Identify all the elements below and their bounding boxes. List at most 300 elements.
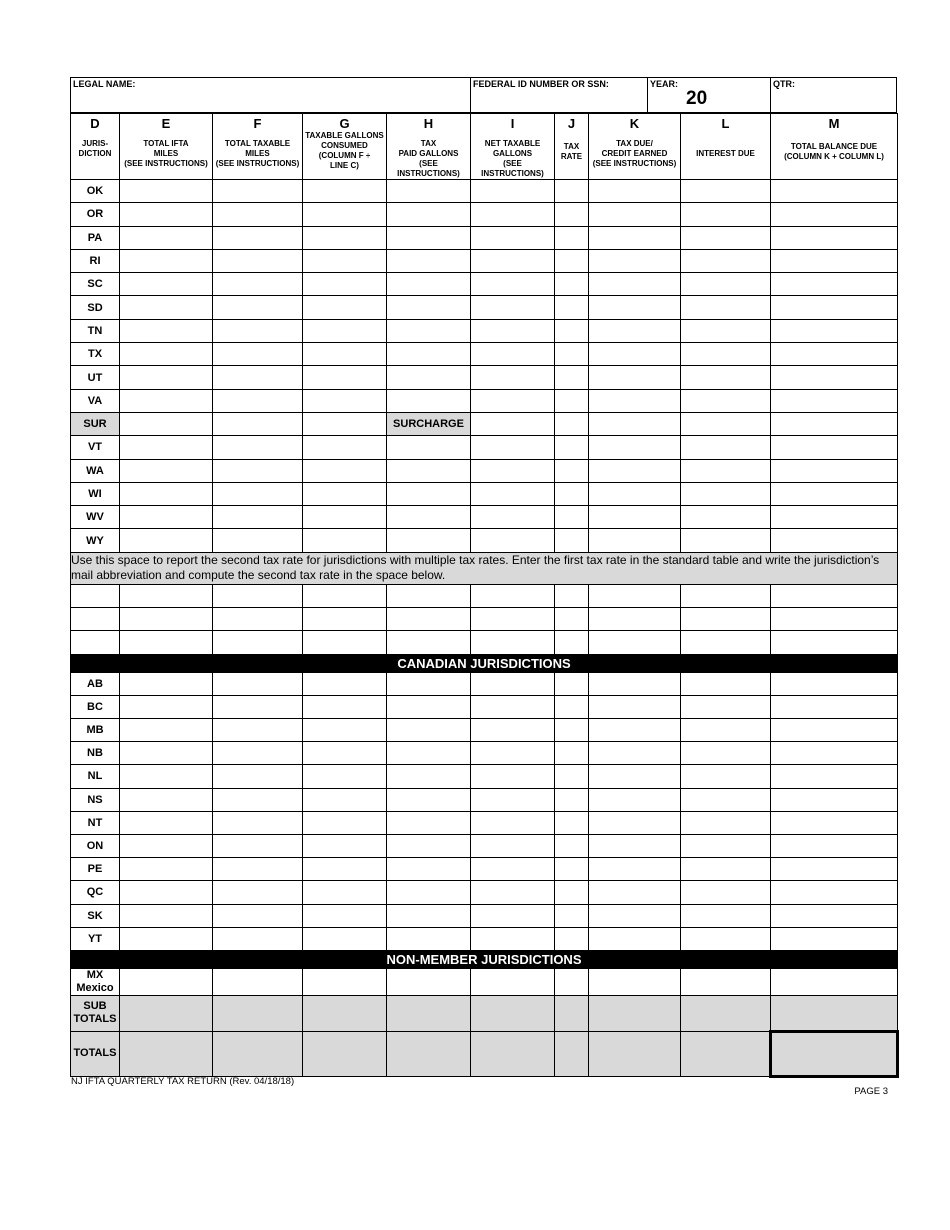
entry-cell[interactable] bbox=[555, 366, 589, 389]
entry-cell[interactable] bbox=[555, 436, 589, 459]
entry-cell[interactable] bbox=[303, 904, 387, 927]
entry-cell[interactable] bbox=[771, 436, 898, 459]
entry-cell[interactable] bbox=[589, 459, 681, 482]
entry-cell[interactable] bbox=[471, 811, 555, 834]
entry-cell[interactable] bbox=[387, 529, 471, 552]
entry-cell[interactable] bbox=[681, 1031, 771, 1076]
entry-cell[interactable] bbox=[589, 742, 681, 765]
entry-cell[interactable] bbox=[771, 719, 898, 742]
entry-cell[interactable] bbox=[120, 742, 213, 765]
entry-cell[interactable] bbox=[589, 389, 681, 412]
entry-cell[interactable] bbox=[387, 296, 471, 319]
entry-cell[interactable] bbox=[213, 927, 303, 950]
entry-cell[interactable] bbox=[555, 389, 589, 412]
entry-cell[interactable] bbox=[681, 765, 771, 788]
entry-cell[interactable] bbox=[303, 249, 387, 272]
entry-cell[interactable] bbox=[771, 742, 898, 765]
entry-cell[interactable] bbox=[555, 765, 589, 788]
entry-cell[interactable] bbox=[471, 765, 555, 788]
entry-cell[interactable] bbox=[213, 904, 303, 927]
entry-cell[interactable] bbox=[681, 719, 771, 742]
entry-cell[interactable] bbox=[555, 968, 589, 995]
entry-cell[interactable] bbox=[589, 506, 681, 529]
entry-cell[interactable] bbox=[120, 412, 213, 435]
entry-cell[interactable] bbox=[387, 765, 471, 788]
entry-cell[interactable] bbox=[387, 608, 471, 631]
entry-cell[interactable] bbox=[681, 995, 771, 1031]
entry-cell[interactable] bbox=[213, 366, 303, 389]
legal-name-field[interactable] bbox=[71, 78, 471, 113]
entry-cell[interactable] bbox=[555, 834, 589, 857]
entry-cell[interactable] bbox=[681, 834, 771, 857]
entry-cell[interactable] bbox=[213, 506, 303, 529]
entry-cell[interactable] bbox=[213, 296, 303, 319]
entry-cell[interactable] bbox=[681, 695, 771, 718]
entry-cell[interactable] bbox=[120, 203, 213, 226]
entry-cell[interactable] bbox=[681, 631, 771, 654]
entry-cell[interactable] bbox=[771, 459, 898, 482]
entry-cell[interactable] bbox=[471, 389, 555, 412]
entry-cell[interactable] bbox=[771, 881, 898, 904]
entry-cell[interactable] bbox=[555, 273, 589, 296]
entry-cell[interactable] bbox=[471, 788, 555, 811]
entry-cell[interactable] bbox=[589, 529, 681, 552]
entry-cell[interactable] bbox=[771, 584, 898, 607]
entry-cell[interactable] bbox=[555, 995, 589, 1031]
entry-cell[interactable] bbox=[303, 695, 387, 718]
entry-cell[interactable] bbox=[387, 719, 471, 742]
entry-cell[interactable] bbox=[771, 273, 898, 296]
entry-cell[interactable] bbox=[681, 927, 771, 950]
entry-cell[interactable] bbox=[555, 506, 589, 529]
entry-cell[interactable] bbox=[681, 249, 771, 272]
entry-cell[interactable] bbox=[213, 203, 303, 226]
entry-cell[interactable] bbox=[589, 273, 681, 296]
entry-cell[interactable] bbox=[213, 995, 303, 1031]
entry-cell[interactable] bbox=[555, 608, 589, 631]
entry-cell[interactable] bbox=[120, 904, 213, 927]
entry-cell[interactable] bbox=[213, 389, 303, 412]
entry-cell[interactable] bbox=[589, 366, 681, 389]
entry-cell[interactable] bbox=[589, 249, 681, 272]
entry-cell[interactable] bbox=[681, 226, 771, 249]
entry-cell[interactable] bbox=[589, 319, 681, 342]
entry-cell[interactable] bbox=[771, 858, 898, 881]
entry-cell[interactable] bbox=[681, 529, 771, 552]
entry-cell[interactable] bbox=[303, 742, 387, 765]
entry-cell[interactable] bbox=[120, 927, 213, 950]
entry-cell[interactable] bbox=[120, 968, 213, 995]
entry-cell[interactable] bbox=[471, 584, 555, 607]
federal-id-field[interactable] bbox=[471, 78, 648, 113]
entry-cell[interactable] bbox=[771, 672, 898, 695]
entry-cell[interactable] bbox=[471, 608, 555, 631]
entry-cell[interactable] bbox=[471, 1031, 555, 1076]
entry-cell[interactable] bbox=[387, 788, 471, 811]
entry-cell[interactable] bbox=[387, 584, 471, 607]
entry-cell[interactable] bbox=[120, 529, 213, 552]
entry-cell[interactable] bbox=[303, 319, 387, 342]
entry-cell[interactable] bbox=[471, 459, 555, 482]
entry-cell[interactable] bbox=[589, 788, 681, 811]
entry-cell[interactable] bbox=[555, 529, 589, 552]
entry-cell[interactable] bbox=[555, 719, 589, 742]
entry-cell[interactable] bbox=[589, 968, 681, 995]
entry-cell[interactable] bbox=[213, 436, 303, 459]
entry-cell[interactable] bbox=[589, 695, 681, 718]
entry-cell[interactable] bbox=[471, 180, 555, 203]
entry-cell[interactable] bbox=[555, 858, 589, 881]
entry-cell[interactable] bbox=[120, 296, 213, 319]
entry-cell[interactable] bbox=[771, 811, 898, 834]
entry-cell[interactable] bbox=[213, 742, 303, 765]
entry-cell[interactable] bbox=[387, 904, 471, 927]
entry-cell[interactable] bbox=[681, 881, 771, 904]
entry-cell[interactable] bbox=[589, 811, 681, 834]
entry-cell[interactable] bbox=[213, 968, 303, 995]
entry-cell[interactable] bbox=[771, 506, 898, 529]
entry-cell[interactable] bbox=[589, 296, 681, 319]
entry-cell[interactable] bbox=[555, 482, 589, 505]
grand-total-box[interactable] bbox=[771, 1031, 898, 1076]
entry-cell[interactable] bbox=[387, 343, 471, 366]
entry-cell[interactable] bbox=[555, 319, 589, 342]
entry-cell[interactable] bbox=[471, 631, 555, 654]
entry-cell[interactable] bbox=[681, 788, 771, 811]
entry-cell[interactable] bbox=[387, 203, 471, 226]
entry-cell[interactable] bbox=[589, 858, 681, 881]
entry-cell[interactable] bbox=[120, 249, 213, 272]
entry-cell[interactable] bbox=[589, 672, 681, 695]
entry-cell[interactable] bbox=[387, 927, 471, 950]
entry-cell[interactable] bbox=[120, 788, 213, 811]
entry-cell[interactable] bbox=[681, 273, 771, 296]
entry-cell[interactable] bbox=[213, 482, 303, 505]
entry-cell[interactable] bbox=[681, 203, 771, 226]
entry-cell[interactable] bbox=[120, 811, 213, 834]
entry-cell[interactable] bbox=[471, 249, 555, 272]
entry-cell[interactable] bbox=[555, 695, 589, 718]
entry-cell[interactable] bbox=[120, 631, 213, 654]
entry-cell[interactable] bbox=[120, 834, 213, 857]
entry-cell[interactable] bbox=[681, 319, 771, 342]
entry-cell[interactable] bbox=[387, 742, 471, 765]
entry-cell[interactable] bbox=[303, 389, 387, 412]
entry-cell[interactable] bbox=[589, 412, 681, 435]
entry-cell[interactable] bbox=[771, 927, 898, 950]
entry-cell[interactable] bbox=[771, 834, 898, 857]
entry-cell[interactable] bbox=[771, 529, 898, 552]
entry-cell[interactable] bbox=[213, 249, 303, 272]
entry-cell[interactable] bbox=[387, 506, 471, 529]
entry-cell[interactable] bbox=[303, 858, 387, 881]
entry-cell[interactable] bbox=[555, 904, 589, 927]
entry-cell[interactable] bbox=[681, 482, 771, 505]
entry-cell[interactable] bbox=[387, 1031, 471, 1076]
entry-cell[interactable] bbox=[471, 343, 555, 366]
entry-cell[interactable] bbox=[213, 719, 303, 742]
entry-cell[interactable] bbox=[303, 881, 387, 904]
entry-cell[interactable] bbox=[213, 608, 303, 631]
entry-cell[interactable] bbox=[213, 811, 303, 834]
entry-cell[interactable] bbox=[120, 719, 213, 742]
entry-cell[interactable] bbox=[471, 203, 555, 226]
entry-cell[interactable] bbox=[303, 811, 387, 834]
entry-cell[interactable] bbox=[771, 482, 898, 505]
entry-cell[interactable] bbox=[771, 765, 898, 788]
entry-cell[interactable] bbox=[303, 927, 387, 950]
entry-cell[interactable] bbox=[555, 788, 589, 811]
entry-cell[interactable] bbox=[771, 203, 898, 226]
entry-cell[interactable] bbox=[471, 366, 555, 389]
entry-cell[interactable] bbox=[555, 226, 589, 249]
year-field[interactable] bbox=[648, 78, 771, 113]
entry-cell[interactable] bbox=[120, 319, 213, 342]
entry-cell[interactable] bbox=[387, 881, 471, 904]
entry-cell[interactable] bbox=[471, 742, 555, 765]
entry-cell[interactable] bbox=[681, 608, 771, 631]
entry-cell[interactable] bbox=[120, 608, 213, 631]
entry-cell[interactable] bbox=[120, 436, 213, 459]
entry-cell[interactable] bbox=[555, 742, 589, 765]
entry-cell[interactable] bbox=[681, 366, 771, 389]
entry-cell[interactable] bbox=[303, 343, 387, 366]
entry-cell[interactable] bbox=[471, 881, 555, 904]
entry-cell[interactable] bbox=[555, 249, 589, 272]
entry-cell[interactable] bbox=[213, 672, 303, 695]
entry-cell[interactable] bbox=[213, 695, 303, 718]
entry-cell[interactable] bbox=[771, 296, 898, 319]
entry-cell[interactable] bbox=[771, 695, 898, 718]
entry-cell[interactable] bbox=[303, 412, 387, 435]
entry-cell[interactable] bbox=[471, 719, 555, 742]
entry-cell[interactable] bbox=[303, 834, 387, 857]
entry-cell[interactable] bbox=[555, 412, 589, 435]
entry-cell[interactable] bbox=[681, 506, 771, 529]
entry-cell[interactable] bbox=[589, 180, 681, 203]
entry-cell[interactable] bbox=[471, 672, 555, 695]
entry-cell[interactable] bbox=[771, 226, 898, 249]
entry-cell[interactable] bbox=[303, 180, 387, 203]
entry-cell[interactable] bbox=[555, 296, 589, 319]
entry-cell[interactable] bbox=[213, 529, 303, 552]
entry-cell[interactable] bbox=[555, 584, 589, 607]
entry-cell[interactable] bbox=[471, 436, 555, 459]
entry-cell[interactable] bbox=[120, 858, 213, 881]
entry-cell[interactable] bbox=[589, 631, 681, 654]
entry-cell[interactable] bbox=[387, 389, 471, 412]
entry-cell[interactable] bbox=[213, 459, 303, 482]
entry-cell[interactable] bbox=[71, 608, 120, 631]
entry-cell[interactable] bbox=[681, 296, 771, 319]
entry-cell[interactable] bbox=[681, 811, 771, 834]
entry-cell[interactable] bbox=[213, 226, 303, 249]
entry-cell[interactable] bbox=[771, 968, 898, 995]
entry-cell[interactable] bbox=[589, 436, 681, 459]
entry-cell[interactable] bbox=[771, 995, 898, 1031]
entry-cell[interactable] bbox=[681, 968, 771, 995]
entry-cell[interactable] bbox=[589, 881, 681, 904]
entry-cell[interactable] bbox=[589, 1031, 681, 1076]
entry-cell[interactable] bbox=[555, 672, 589, 695]
entry-cell[interactable] bbox=[589, 765, 681, 788]
entry-cell[interactable] bbox=[71, 584, 120, 607]
entry-cell[interactable] bbox=[303, 608, 387, 631]
entry-cell[interactable] bbox=[387, 319, 471, 342]
entry-cell[interactable] bbox=[771, 249, 898, 272]
entry-cell[interactable] bbox=[213, 858, 303, 881]
entry-cell[interactable] bbox=[681, 672, 771, 695]
entry-cell[interactable] bbox=[120, 459, 213, 482]
entry-cell[interactable] bbox=[303, 788, 387, 811]
entry-cell[interactable] bbox=[681, 412, 771, 435]
entry-cell[interactable] bbox=[213, 765, 303, 788]
entry-cell[interactable] bbox=[120, 226, 213, 249]
entry-cell[interactable] bbox=[120, 482, 213, 505]
entry-cell[interactable] bbox=[120, 584, 213, 607]
entry-cell[interactable] bbox=[681, 436, 771, 459]
entry-cell[interactable] bbox=[387, 436, 471, 459]
entry-cell[interactable] bbox=[213, 343, 303, 366]
entry-cell[interactable] bbox=[303, 631, 387, 654]
entry-cell[interactable] bbox=[387, 226, 471, 249]
entry-cell[interactable] bbox=[120, 389, 213, 412]
entry-cell[interactable] bbox=[471, 834, 555, 857]
entry-cell[interactable] bbox=[471, 226, 555, 249]
entry-cell[interactable] bbox=[303, 995, 387, 1031]
entry-cell[interactable] bbox=[120, 180, 213, 203]
entry-cell[interactable] bbox=[589, 995, 681, 1031]
entry-cell[interactable] bbox=[387, 695, 471, 718]
entry-cell[interactable] bbox=[471, 296, 555, 319]
entry-cell[interactable] bbox=[120, 672, 213, 695]
entry-cell[interactable] bbox=[555, 631, 589, 654]
entry-cell[interactable] bbox=[213, 1031, 303, 1076]
entry-cell[interactable] bbox=[303, 1031, 387, 1076]
entry-cell[interactable] bbox=[303, 459, 387, 482]
entry-cell[interactable] bbox=[213, 788, 303, 811]
entry-cell[interactable] bbox=[213, 584, 303, 607]
entry-cell[interactable] bbox=[303, 226, 387, 249]
entry-cell[interactable] bbox=[771, 389, 898, 412]
entry-cell[interactable] bbox=[120, 881, 213, 904]
entry-cell[interactable] bbox=[387, 968, 471, 995]
entry-cell[interactable] bbox=[555, 459, 589, 482]
entry-cell[interactable] bbox=[120, 506, 213, 529]
entry-cell[interactable] bbox=[681, 389, 771, 412]
entry-cell[interactable] bbox=[589, 834, 681, 857]
entry-cell[interactable] bbox=[213, 319, 303, 342]
entry-cell[interactable] bbox=[303, 529, 387, 552]
entry-cell[interactable] bbox=[303, 672, 387, 695]
entry-cell[interactable] bbox=[555, 180, 589, 203]
entry-cell[interactable] bbox=[303, 366, 387, 389]
entry-cell[interactable] bbox=[589, 608, 681, 631]
entry-cell[interactable] bbox=[120, 695, 213, 718]
entry-cell[interactable] bbox=[471, 968, 555, 995]
entry-cell[interactable] bbox=[471, 412, 555, 435]
entry-cell[interactable] bbox=[589, 343, 681, 366]
entry-cell[interactable] bbox=[387, 858, 471, 881]
entry-cell[interactable] bbox=[771, 180, 898, 203]
entry-cell[interactable] bbox=[471, 529, 555, 552]
entry-cell[interactable] bbox=[303, 203, 387, 226]
entry-cell[interactable] bbox=[213, 273, 303, 296]
entry-cell[interactable] bbox=[387, 834, 471, 857]
entry-cell[interactable] bbox=[303, 506, 387, 529]
entry-cell[interactable] bbox=[120, 343, 213, 366]
entry-cell[interactable] bbox=[681, 858, 771, 881]
entry-cell[interactable] bbox=[120, 995, 213, 1031]
entry-cell[interactable] bbox=[303, 719, 387, 742]
entry-cell[interactable] bbox=[303, 968, 387, 995]
entry-cell[interactable] bbox=[771, 366, 898, 389]
entry-cell[interactable] bbox=[471, 506, 555, 529]
entry-cell[interactable] bbox=[387, 459, 471, 482]
entry-cell[interactable] bbox=[771, 608, 898, 631]
entry-cell[interactable] bbox=[213, 631, 303, 654]
entry-cell[interactable] bbox=[555, 203, 589, 226]
entry-cell[interactable] bbox=[471, 319, 555, 342]
entry-cell[interactable] bbox=[589, 584, 681, 607]
entry-cell[interactable] bbox=[771, 631, 898, 654]
entry-cell[interactable] bbox=[681, 459, 771, 482]
entry-cell[interactable] bbox=[589, 203, 681, 226]
entry-cell[interactable] bbox=[213, 834, 303, 857]
entry-cell[interactable] bbox=[681, 180, 771, 203]
entry-cell[interactable] bbox=[471, 695, 555, 718]
entry-cell[interactable] bbox=[589, 719, 681, 742]
entry-cell[interactable] bbox=[120, 366, 213, 389]
entry-cell[interactable] bbox=[471, 995, 555, 1031]
entry-cell[interactable] bbox=[471, 904, 555, 927]
qtr-field[interactable] bbox=[771, 78, 897, 113]
entry-cell[interactable] bbox=[471, 482, 555, 505]
entry-cell[interactable] bbox=[303, 765, 387, 788]
entry-cell[interactable] bbox=[303, 273, 387, 296]
entry-cell[interactable] bbox=[555, 1031, 589, 1076]
entry-cell[interactable] bbox=[71, 631, 120, 654]
entry-cell[interactable] bbox=[555, 343, 589, 366]
entry-cell[interactable] bbox=[120, 1031, 213, 1076]
entry-cell[interactable] bbox=[303, 584, 387, 607]
entry-cell[interactable] bbox=[771, 904, 898, 927]
entry-cell[interactable] bbox=[120, 765, 213, 788]
entry-cell[interactable] bbox=[303, 482, 387, 505]
entry-cell[interactable] bbox=[589, 927, 681, 950]
entry-cell[interactable] bbox=[213, 881, 303, 904]
entry-cell[interactable] bbox=[771, 319, 898, 342]
entry-cell[interactable] bbox=[555, 811, 589, 834]
entry-cell[interactable] bbox=[213, 412, 303, 435]
entry-cell[interactable] bbox=[213, 180, 303, 203]
entry-cell[interactable] bbox=[387, 995, 471, 1031]
entry-cell[interactable] bbox=[771, 412, 898, 435]
entry-cell[interactable] bbox=[387, 366, 471, 389]
entry-cell[interactable] bbox=[387, 273, 471, 296]
entry-cell[interactable] bbox=[681, 742, 771, 765]
entry-cell[interactable] bbox=[471, 273, 555, 296]
entry-cell[interactable] bbox=[771, 343, 898, 366]
entry-cell[interactable] bbox=[120, 273, 213, 296]
entry-cell[interactable] bbox=[303, 436, 387, 459]
entry-cell[interactable] bbox=[589, 226, 681, 249]
entry-cell[interactable] bbox=[589, 482, 681, 505]
entry-cell[interactable] bbox=[589, 904, 681, 927]
entry-cell[interactable] bbox=[471, 858, 555, 881]
entry-cell[interactable] bbox=[303, 296, 387, 319]
entry-cell[interactable] bbox=[471, 927, 555, 950]
